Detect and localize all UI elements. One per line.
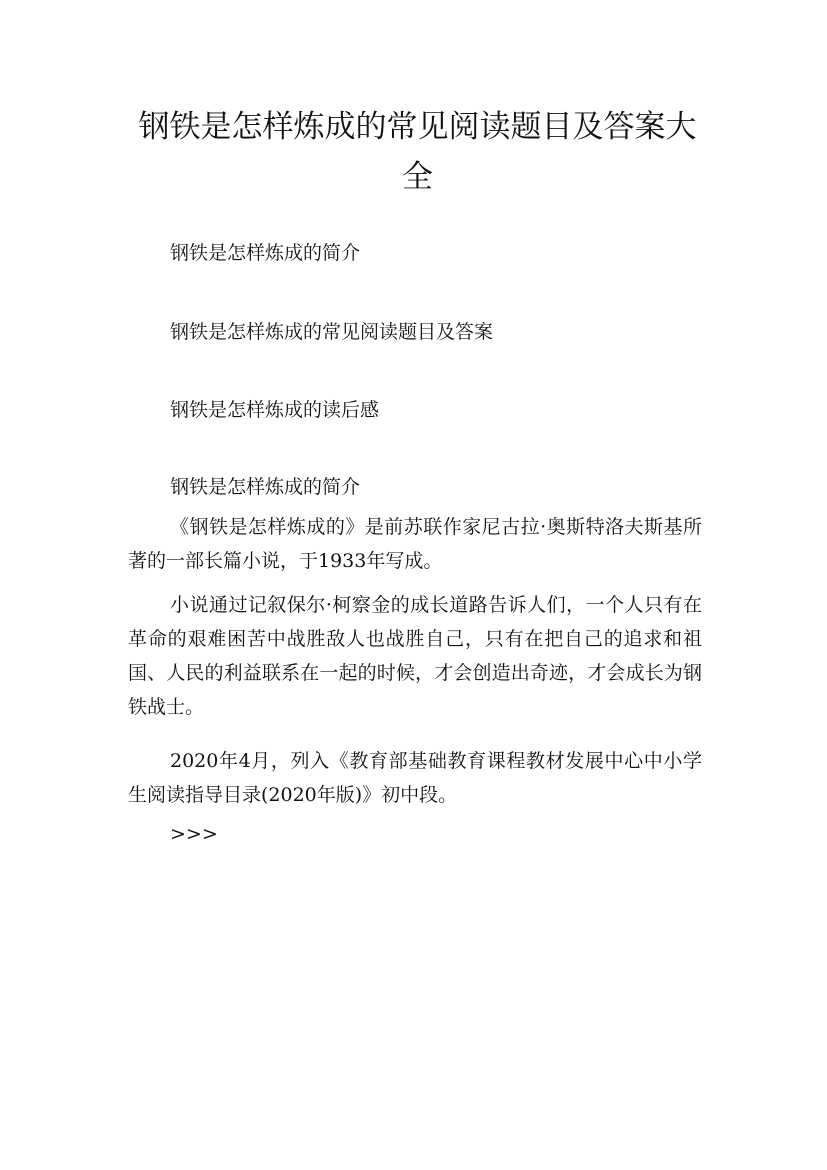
toc-item-reflection: 钢铁是怎样炼成的读后感 [170, 399, 380, 421]
paragraph-novel-summary: 小说通过记叙保尔·柯察金的成长道路告诉人们，一个人只有在革命的艰难困苦中战胜敌人也战胜自己，只有在把自己的追求和祖国、人民的利益联系在一起的时候，才会创造出奇迹，才会成长为钢铁战士。 [128, 594, 702, 718]
paragraph-book-intro: 《钢铁是怎样炼成的》是前苏联作家尼古拉·奥斯特洛夫斯基所著的一部长篇小说，于1933年写成。 [128, 516, 702, 572]
paragraph-reading-list: 2020年4月，列入《教育部基础教育课程教材发展中心中小学生阅读指导目录(2020年版)》初中段。 [128, 750, 702, 806]
document-title: 钢铁是怎样炼成的常见阅读题目及答案大全 [138, 109, 697, 195]
toc-item-reading-questions: 钢铁是怎样炼成的常见阅读题目及答案 [170, 321, 494, 343]
more-indicator: >>> [170, 823, 218, 845]
toc-item-introduction: 钢铁是怎样炼成的简介 [170, 242, 361, 264]
section-heading: 钢铁是怎样炼成的简介 [170, 476, 361, 498]
